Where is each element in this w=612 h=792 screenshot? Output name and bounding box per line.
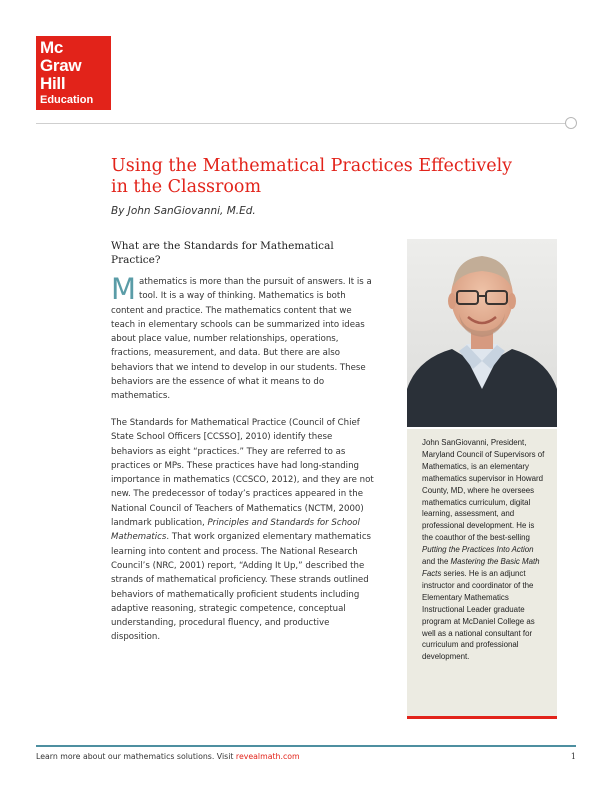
author-bio-text bbox=[422, 437, 547, 663]
author-byline: By John SanGiovanni, M.Ed. bbox=[111, 205, 256, 217]
bio-book-title-2: Mastering the Basic Math Facts bbox=[422, 557, 540, 578]
paragraph-1-text: athematics is more than the pursuit of answers. It is a tool. It is a way of thinking. Mathematics is both content and practice. The mathematics content that we teach in elementary schools can be summarized into ideas about place value, number relationships, operations, fractions, measurement, and data. But there are also behaviors that we intend to develop in our students. These behaviors are the essence of what it means to do mathematics. bbox=[111, 277, 372, 402]
logo-line-mc: Mc bbox=[40, 38, 64, 57]
body-paragraph-1 bbox=[111, 272, 375, 404]
paragraph-2-text-b: . That work organized elementary mathematics learning into content and process. The National Research Council’s (NRC, 2001) report, “Adding It Up,” described the strands of mathematical proficiency. These strands outlined behaviors of mathematically proficient students including adaptive reasoning, strategic competence, conceptual understanding, procedural fluency, and productive disposition. bbox=[111, 532, 372, 643]
bio-book-title-1: Putting the Practices Into Action bbox=[422, 545, 534, 555]
footer-divider bbox=[36, 745, 576, 747]
page-number: 1 bbox=[570, 752, 576, 761]
logo-line-education: Education bbox=[40, 94, 94, 106]
drop-cap: M bbox=[111, 272, 137, 306]
divider-circle-ornament bbox=[565, 117, 577, 129]
paragraph-2-text-a: The Standards for Mathematical Practice (Council of Chief State School Officers [CCSSO], 2010) identify these behaviors as eight “practices.” They are referred to as practices or MPs. These practices have had long-standing importance in mathematics (CCSCO, 2012), and they are not new. The predecessor of today’s practices appeared in the National Council of Teachers of Mathematics (NCTM, 2000) landmark publication, bbox=[111, 418, 374, 529]
publication-title: Principles and Standards for School Mathematics bbox=[111, 518, 360, 543]
footer-prompt: Learn more about our mathematics solutions. Visit bbox=[36, 752, 236, 761]
article-title: Using the Mathematical Practices Effectively in the Classroom bbox=[111, 156, 513, 197]
section-heading: What are the Standards for Mathematical Practice? bbox=[111, 240, 334, 266]
author-bio-sidebar bbox=[407, 429, 557, 719]
header-divider bbox=[36, 123, 566, 124]
bio-text-a: John SanGiovanni, President, Maryland Council of Supervisors of Mathematics, is an elementary mathematics supervisor in Howard County, MD, where he oversees mathematics curriculum, digital learning, assessment, and professional development. He is the coauthor of the best-selling bbox=[422, 438, 545, 543]
logo-line-graw: Graw bbox=[40, 56, 82, 75]
body-paragraph-2 bbox=[111, 416, 375, 645]
logo-line-hill: Hill bbox=[40, 74, 66, 93]
footer-link[interactable]: revealmath.com bbox=[235, 752, 300, 761]
brand-logo bbox=[36, 36, 111, 110]
author-photo bbox=[407, 239, 557, 427]
bio-text-b: and the bbox=[422, 557, 451, 567]
bio-text-c: series. He is an adjunct instructor and coordinator of the Elementary Mathematics Instructional Leader graduate program at McDaniel College as well as a national consultant for curriculum and professional development. bbox=[422, 568, 535, 662]
footer-text bbox=[36, 752, 300, 761]
